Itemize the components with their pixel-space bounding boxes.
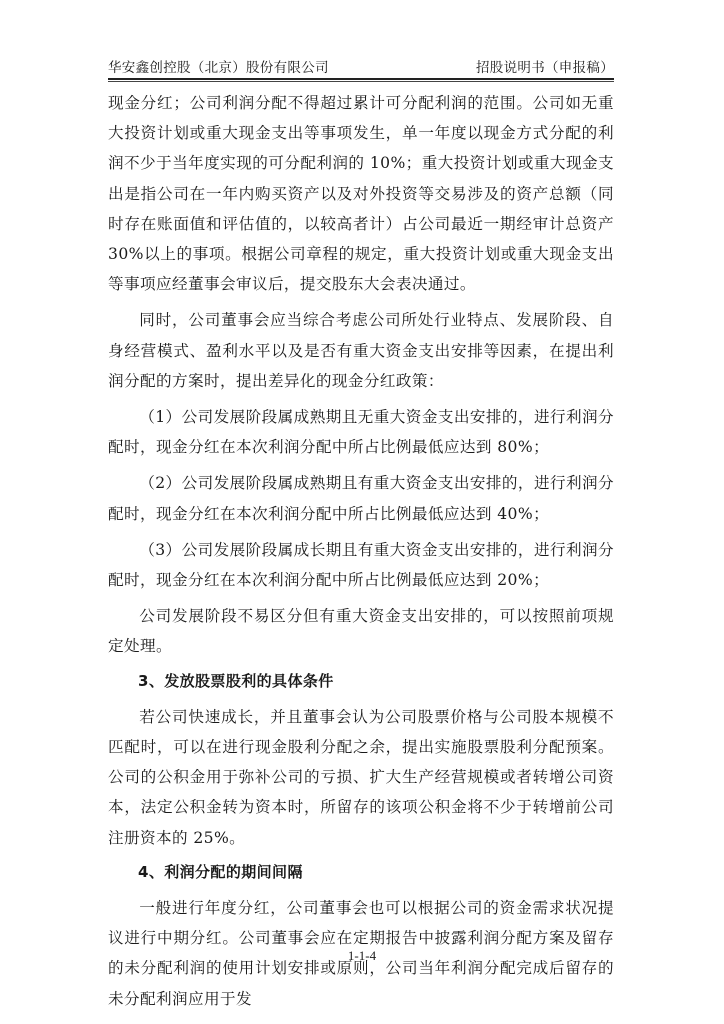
header-company-name: 华安鑫创控股（北京）股份有限公司 xyxy=(108,60,329,76)
section-heading-3: 3、发放股票股利的具体条件 xyxy=(138,671,334,690)
header-rule-thin xyxy=(108,81,614,82)
paragraph-continued: 现金分红；公司利润分配不得超过累计可分配利润的范围。公司如无重大投资计划或重大现金支出等事项发生，单一年度以现金方式分配的利润不少于当年度实现的可分配利润的 10%；重大投资计划或重大现金支出是指公司在一年内购买资产以及对外投资等交易涉及的资产总额（同时存在账面值和评估值的，以较高者计）占公司最近一期经审计总资产 30%以上的事项。根据公司章程的规定，重大投资计划或重大现金支出等事项应经董事会审议后，提交股东大会表决通过。 xyxy=(108,94,614,294)
header-rule xyxy=(108,78,614,80)
page-number: 1-1-4 xyxy=(347,948,377,963)
section-heading-4: 4、利润分配的期间间隔 xyxy=(138,862,303,881)
paragraph-interval: 一般进行年度分红，公司董事会也可以根据公司的资金需求状况提议进行中期分红。公司董事会应在定期报告中披露利润分配方案及留存的未分配利润的使用计划安排或原则，公司当年利润分配完成后留存的未分配利润应用于发 xyxy=(108,899,614,1008)
paragraph-stock-dividend: 若公司快速成长，并且董事会认为公司股票价格与公司股本规模不匹配时，可以在进行现金股利分配之余，提出实施股票股利分配预案。公司的公积金用于弥补公司的亏损、扩大生产经营规模或者转增公司资本，法定公积金转为资本时，所留存的该项公积金将不少于转增前公司注册资本的 25%。 xyxy=(108,707,614,847)
paragraph-item-other: 公司发展阶段不易区分但有重大资金支出安排的，可以按照前项规定处理。 xyxy=(108,607,614,656)
page-header xyxy=(108,54,614,76)
paragraph-item-3: （3）公司发展阶段属成长期且有重大资金支出安排的，进行利润分配时，现金分红在本次利润分配中所占比例最低应达到 20%； xyxy=(108,540,614,590)
paragraph-item-1: （1）公司发展阶段属成熟期且无重大资金支出安排的，进行利润分配时，现金分红在本次利润分配中所占比例最低应达到 80%； xyxy=(108,408,614,457)
paragraph-item-2: （2）公司发展阶段属成熟期且有重大资金支出安排的，进行利润分配时，现金分红在本次利润分配中所占比例最低应达到 40%； xyxy=(108,474,614,523)
header-document-title: 招股说明书（申报稿） xyxy=(476,60,614,76)
paragraph-differentiated-policy: 同时，公司董事会应当综合考虑公司所处行业特点、发展阶段、自身经营模式、盈利水平以及是否有重大资金支出安排等因素，在提出利润分配的方案时，提出差异化的现金分红政策： xyxy=(108,311,614,390)
document-body xyxy=(108,88,614,1014)
